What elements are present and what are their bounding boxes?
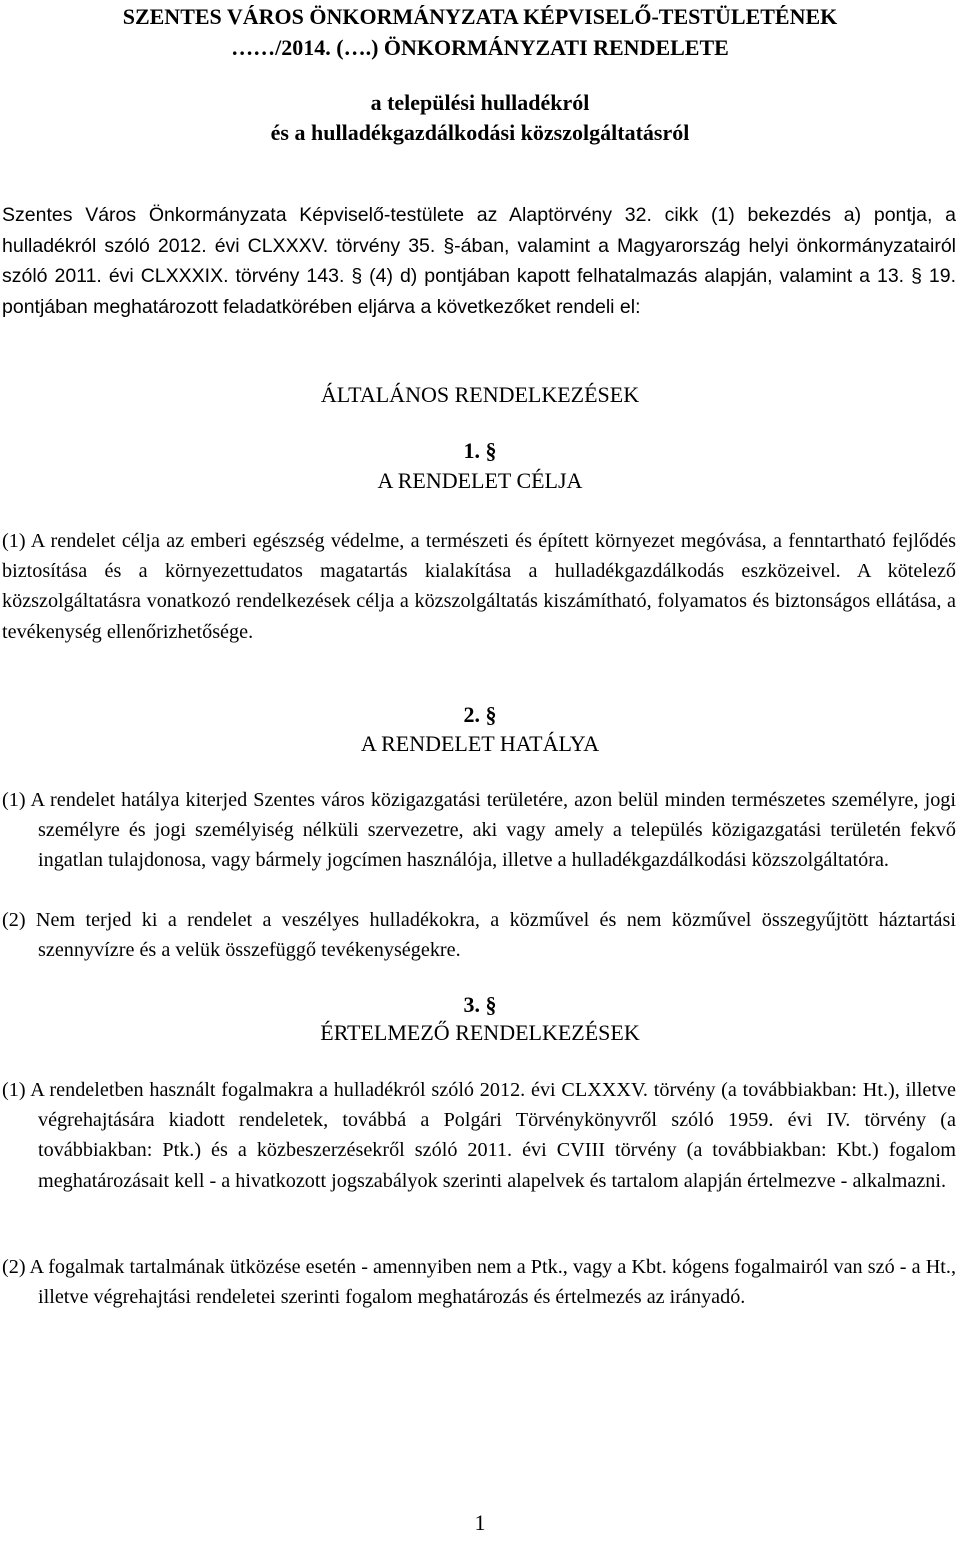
preamble-paragraph: Szentes Város Önkormányzata Képviselő-testülete az Alaptörvény 32. cikk (1) bekezdés a) pontja, a hulladékról szóló 2012. évi CLXXXV. törvény 35. §-ában, valamint a Magyarország helyi önkormányzatairól szóló 2011. évi CLXXXIX. törvény 143. § (4) d) pontjában kapott felhatalmazás alapján, valamint a 13. § 19. pontjában meghatározott feladatkörében eljárva a következőket rendeli el: [2, 204, 956, 318]
document-title-line2: ……/2014. (….) ÖNKORMÁNYZATI RENDELETE [231, 35, 729, 60]
section-3-paragraph-2: (2) A fogalmak tartalmának ütközése esetén - amennyiben nem a Ptk., vagy a Kbt. kógens fogalmairól van szó - a Ht., illetve végrehajtási rendeletei szerinti fogalom meghatározás és értelmezés az irányadó. [2, 1256, 956, 1309]
section-2-number: 2. § [463, 702, 497, 727]
section-2-paragraph-1: (1) A rendelet hatálya kiterjed Szentes város közigazgatási területére, azon belül minden természetes személyre, jogi személyre és jogi személyiség nélküli szervezetre, aki vagy amely a település közigazgatási területén fekvő ingatlan tulajdonosa, vagy bármely jogcímen használója, illetve a hulladékgazdálkodási közszolgáltatóra. [2, 789, 956, 872]
general-provisions-heading: ÁLTALÁNOS RENDELKEZÉSEK [320, 382, 640, 407]
section-3-title: ÉRTELMEZŐ RENDELKEZÉSEK [320, 1020, 640, 1045]
page-number: 1 [474, 1510, 486, 1535]
document-subtitle-line2: és a hulladékgazdálkodási közszolgáltatásról [270, 120, 690, 145]
section-3-number: 3. § [463, 992, 497, 1017]
section-1-title: A RENDELET CÉLJA [377, 468, 583, 493]
document-subtitle-line1: a települési hulladékról [370, 90, 590, 115]
document-title-line1: SZENTES VÁROS ÖNKORMÁNYZATA KÉPVISELŐ-TESTÜLETÉNEK [122, 4, 838, 29]
section-2-title: A RENDELET HATÁLYA [360, 731, 600, 756]
section-3-paragraph-1: (1) A rendeletben használt fogalmakra a hulladékról szóló 2012. évi CLXXXV. törvény (a továbbiakban: Ht.), illetve végrehajtására kiadott rendeletek, továbbá a Polgári Törvénykönyvről szóló 1959. évi IV. törvény (a továbbiakban: Ptk.) és a közbeszerzésekről szóló 2011. évi CVIII törvény (a továbbiakban: Kbt.) fogalom meghatározásait kell - a hivatkozott jogszabályok szerinti alapelvek és tartalom alapján értelmezve - alkalmazni. [2, 1079, 956, 1192]
section-2-paragraph-2: (2) Nem terjed ki a rendelet a veszélyes hulladékokra, a közművel és nem közművel összegyűjtött háztartási szennyvízre és a velük összefüggő tevékenységekre. [2, 909, 956, 962]
section-1-paragraph-1: (1) A rendelet célja az emberi egészség védelme, a természeti és épített környezet megóvása, a fenntartható fejlődés biztosítása és a környezettudatos magatartás kialakítása a hulladékgazdálkodás eszközeivel. A kötelező közszolgáltatásra vonatkozó rendelkezések célja a közszolgáltatás kiszámítható, folyamatos és biztonságos ellátása, a tevékenység ellenőrizhetősége. [2, 530, 956, 643]
section-1-number: 1. § [463, 438, 497, 463]
